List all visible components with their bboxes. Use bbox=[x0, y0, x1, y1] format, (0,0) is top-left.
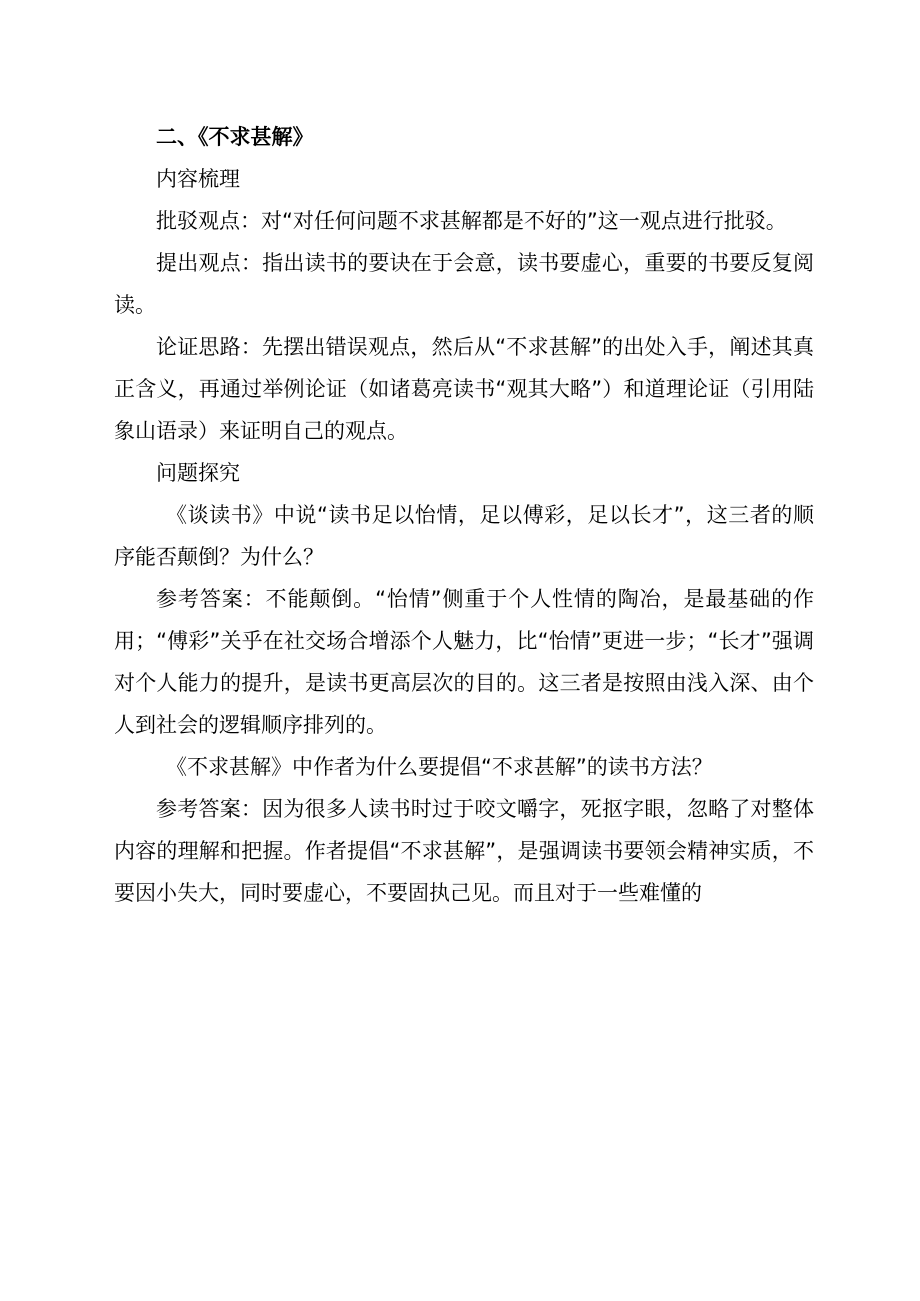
paragraph-propose-viewpoint: 提出观点：指出读书的要诀在于会意，读书要虚心，重要的书要反复阅读。 bbox=[114, 251, 814, 317]
subsection-title-content-review: 内容梳理 bbox=[156, 167, 240, 191]
section-heading: 二、《不求甚解》 bbox=[156, 125, 314, 149]
question-2: 《不求甚解》中作者为什么要提倡“不求甚解”的读书方法？ bbox=[166, 755, 713, 779]
paragraph-argument-reasoning: 论证思路：先摆出错误观点，然后从“不求甚解”的出处入手，阐述其真正含义，再通过举例论证（如诸葛亮读书“观其大略”）和道理论证（引用陆象山语录）来证明自己的观点。 bbox=[114, 335, 814, 443]
paragraph-refute-viewpoint: 批驳观点：对“对任何问题不求甚解都是不好的”这一观点进行批驳。 bbox=[156, 209, 787, 233]
answer-1: 参考答案：不能颠倒。“怡情”侧重于个人性情的陶冶，是最基础的作用；“傅彩”关乎在社交场合增添个人魅力，比“怡情”更进一步；“长才”强调对个人能力的提升，是读书更高层次的目的。这三者是按照由浅入深、由个人到社会的逻辑顺序排列的。 bbox=[114, 587, 814, 737]
answer-2: 参考答案：因为很多人读书时过于咬文嚼字，死抠字眼，忽略了对整体内容的理解和把握。作者提倡“不求甚解”，是强调读书要领会精神实质，不要因小失大，同时要虚心，不要固执己见。而且对于一些难懂的 bbox=[114, 797, 814, 905]
question-1: 《谈读书》中说“读书足以怡情，足以傅彩，足以长才”，这三者的顺序能否颠倒？为什么？ bbox=[114, 503, 814, 569]
document-body bbox=[114, 116, 814, 914]
subsection-title-question-inquiry: 问题探究 bbox=[156, 461, 240, 485]
